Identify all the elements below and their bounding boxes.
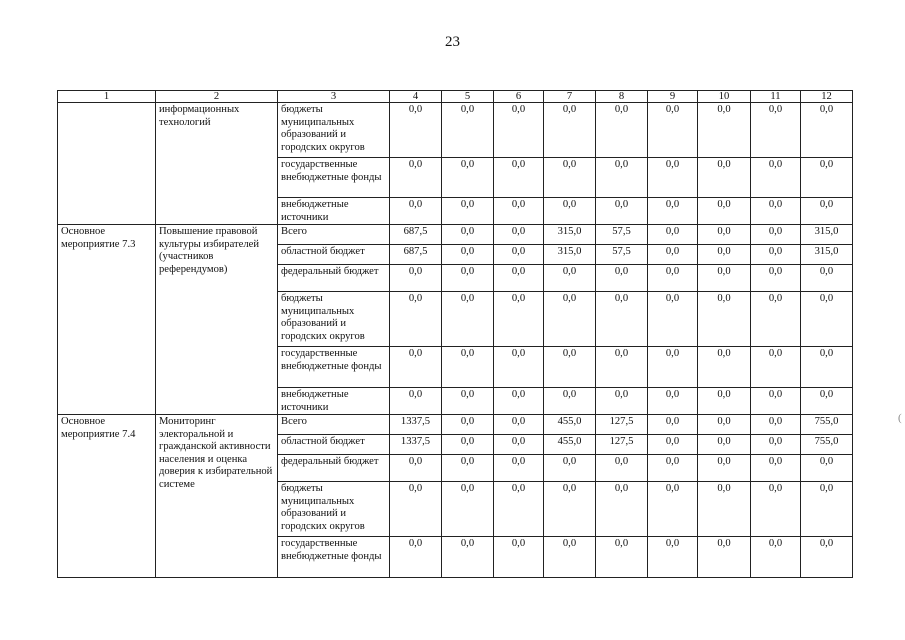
funding-value: 315,0 <box>544 245 596 265</box>
column-number: 3 <box>278 91 390 103</box>
funding-value: 0,0 <box>390 265 442 292</box>
funding-value: 0,0 <box>648 347 698 388</box>
funding-value: 0,0 <box>442 388 494 415</box>
funding-value: 0,0 <box>596 103 648 158</box>
funding-value: 0,0 <box>698 455 751 482</box>
funding-value: 0,0 <box>698 537 751 578</box>
funding-value: 0,0 <box>494 225 544 245</box>
funding-value: 0,0 <box>596 292 648 347</box>
funding-value: 0,0 <box>648 103 698 158</box>
funding-value: 0,0 <box>544 347 596 388</box>
funding-value: 0,0 <box>751 225 801 245</box>
funding-value: 0,0 <box>544 388 596 415</box>
funding-value: 0,0 <box>596 198 648 225</box>
funding-value: 0,0 <box>751 435 801 455</box>
funding-value: 0,0 <box>442 482 494 537</box>
funding-value: 1337,5 <box>390 435 442 455</box>
funding-value: 0,0 <box>544 265 596 292</box>
margin-mark: ( <box>898 412 902 424</box>
funding-value: 0,0 <box>698 482 751 537</box>
funding-value: 0,0 <box>494 103 544 158</box>
funding-value: 315,0 <box>801 225 853 245</box>
funding-value: 0,0 <box>698 415 751 435</box>
funding-value: 0,0 <box>596 388 648 415</box>
funding-value: 687,5 <box>390 245 442 265</box>
funding-value: 0,0 <box>596 537 648 578</box>
funding-value: 0,0 <box>544 455 596 482</box>
activity-name: Мониторинг электоральной и гражданской активности населения и оценка доверия к избирательной системе <box>156 415 278 578</box>
funding-value: 0,0 <box>442 265 494 292</box>
funding-value: 0,0 <box>751 415 801 435</box>
table-row <box>58 225 853 245</box>
funding-value: 0,0 <box>698 292 751 347</box>
funding-value: 0,0 <box>648 482 698 537</box>
funding-source: областной бюджет <box>278 245 390 265</box>
funding-value: 0,0 <box>390 158 442 198</box>
funding-value: 0,0 <box>494 415 544 435</box>
funding-value: 0,0 <box>390 455 442 482</box>
funding-source: государственные внебюджетные фонды <box>278 158 390 198</box>
page-number: 23 <box>445 34 460 50</box>
funding-value: 0,0 <box>544 158 596 198</box>
funding-value: 0,0 <box>442 435 494 455</box>
column-number: 6 <box>494 91 544 103</box>
column-number: 8 <box>596 91 648 103</box>
funding-value: 0,0 <box>494 198 544 225</box>
activity-label: Основное мероприятие 7.3 <box>58 225 156 415</box>
funding-value: 0,0 <box>390 198 442 225</box>
column-number: 4 <box>390 91 442 103</box>
funding-value: 0,0 <box>442 245 494 265</box>
funding-value: 0,0 <box>390 103 442 158</box>
funding-value: 0,0 <box>544 537 596 578</box>
funding-value: 0,0 <box>390 482 442 537</box>
funding-value: 0,0 <box>801 158 853 198</box>
funding-value: 0,0 <box>648 225 698 245</box>
funding-value: 755,0 <box>801 435 853 455</box>
activity-name: информационных технологий <box>156 103 278 225</box>
funding-value: 0,0 <box>494 388 544 415</box>
funding-value: 0,0 <box>648 292 698 347</box>
funding-value: 0,0 <box>390 347 442 388</box>
funding-source: бюджеты муниципальных образований и городских округов <box>278 482 390 537</box>
funding-value: 0,0 <box>801 347 853 388</box>
funding-value: 0,0 <box>544 103 596 158</box>
funding-source: государственные внебюджетные фонды <box>278 537 390 578</box>
funding-value: 0,0 <box>442 415 494 435</box>
funding-value: 455,0 <box>544 435 596 455</box>
funding-value: 0,0 <box>494 455 544 482</box>
funding-value: 0,0 <box>442 347 494 388</box>
funding-value: 0,0 <box>494 245 544 265</box>
funding-value: 0,0 <box>494 265 544 292</box>
funding-value: 0,0 <box>801 455 853 482</box>
funding-source: Всего <box>278 225 390 245</box>
column-number: 10 <box>698 91 751 103</box>
column-number: 12 <box>801 91 853 103</box>
funding-value: 0,0 <box>596 482 648 537</box>
funding-source: внебюджетные источники <box>278 388 390 415</box>
funding-source: областной бюджет <box>278 435 390 455</box>
column-number: 11 <box>751 91 801 103</box>
funding-value: 0,0 <box>442 198 494 225</box>
funding-value: 0,0 <box>648 455 698 482</box>
funding-value: 315,0 <box>801 245 853 265</box>
funding-value: 0,0 <box>698 158 751 198</box>
activity-name: Повышение правовой культуры избирателей (участников референдумов) <box>156 225 278 415</box>
funding-value: 0,0 <box>751 103 801 158</box>
funding-value: 0,0 <box>494 482 544 537</box>
funding-value: 0,0 <box>442 225 494 245</box>
funding-value: 0,0 <box>442 103 494 158</box>
column-number: 7 <box>544 91 596 103</box>
funding-value: 0,0 <box>698 245 751 265</box>
funding-value: 0,0 <box>698 347 751 388</box>
activity-label <box>58 103 156 225</box>
funding-value: 0,0 <box>751 482 801 537</box>
funding-value: 0,0 <box>442 158 494 198</box>
funding-value: 0,0 <box>648 537 698 578</box>
funding-value: 0,0 <box>596 347 648 388</box>
funding-value: 0,0 <box>442 537 494 578</box>
column-number-row <box>58 91 853 103</box>
funding-value: 0,0 <box>648 158 698 198</box>
funding-value: 57,5 <box>596 225 648 245</box>
column-number: 9 <box>648 91 698 103</box>
funding-value: 57,5 <box>596 245 648 265</box>
funding-source: государственные внебюджетные фонды <box>278 347 390 388</box>
funding-value: 0,0 <box>801 103 853 158</box>
funding-value: 127,5 <box>596 435 648 455</box>
funding-value: 0,0 <box>648 265 698 292</box>
funding-value: 455,0 <box>544 415 596 435</box>
funding-value: 0,0 <box>544 482 596 537</box>
funding-table <box>57 90 853 578</box>
funding-value: 0,0 <box>801 265 853 292</box>
funding-value: 0,0 <box>442 292 494 347</box>
funding-value: 0,0 <box>648 415 698 435</box>
funding-value: 0,0 <box>648 388 698 415</box>
funding-value: 0,0 <box>698 103 751 158</box>
funding-value: 0,0 <box>390 388 442 415</box>
funding-source: Всего <box>278 415 390 435</box>
funding-value: 0,0 <box>544 198 596 225</box>
column-number: 5 <box>442 91 494 103</box>
funding-value: 0,0 <box>544 292 596 347</box>
funding-value: 0,0 <box>596 455 648 482</box>
funding-value: 1337,5 <box>390 415 442 435</box>
funding-value: 755,0 <box>801 415 853 435</box>
funding-source: бюджеты муниципальных образований и городских округов <box>278 292 390 347</box>
funding-value: 687,5 <box>390 225 442 245</box>
funding-value: 127,5 <box>596 415 648 435</box>
funding-value: 0,0 <box>390 537 442 578</box>
funding-value: 0,0 <box>698 435 751 455</box>
funding-value: 0,0 <box>698 388 751 415</box>
funding-value: 0,0 <box>751 537 801 578</box>
funding-value: 0,0 <box>751 292 801 347</box>
funding-value: 0,0 <box>648 245 698 265</box>
funding-value: 0,0 <box>494 158 544 198</box>
funding-value: 0,0 <box>751 455 801 482</box>
funding-value: 0,0 <box>801 388 853 415</box>
funding-value: 0,0 <box>801 537 853 578</box>
table-row <box>58 415 853 435</box>
funding-value: 0,0 <box>698 265 751 292</box>
funding-value: 0,0 <box>801 292 853 347</box>
funding-value: 0,0 <box>390 292 442 347</box>
funding-value: 315,0 <box>544 225 596 245</box>
column-number: 2 <box>156 91 278 103</box>
funding-source: федеральный бюджет <box>278 265 390 292</box>
table-row <box>58 103 853 158</box>
funding-value: 0,0 <box>698 198 751 225</box>
funding-value: 0,0 <box>751 158 801 198</box>
funding-value: 0,0 <box>442 455 494 482</box>
funding-value: 0,0 <box>494 347 544 388</box>
funding-value: 0,0 <box>751 388 801 415</box>
funding-value: 0,0 <box>648 198 698 225</box>
funding-source: федеральный бюджет <box>278 455 390 482</box>
funding-value: 0,0 <box>751 347 801 388</box>
funding-value: 0,0 <box>751 198 801 225</box>
funding-value: 0,0 <box>494 537 544 578</box>
funding-value: 0,0 <box>751 245 801 265</box>
funding-value: 0,0 <box>801 482 853 537</box>
funding-value: 0,0 <box>596 265 648 292</box>
funding-value: 0,0 <box>698 225 751 245</box>
funding-source: внебюджетные источники <box>278 198 390 225</box>
funding-value: 0,0 <box>494 435 544 455</box>
funding-value: 0,0 <box>801 198 853 225</box>
activity-label: Основное мероприятие 7.4 <box>58 415 156 578</box>
funding-source: бюджеты муниципальных образований и городских округов <box>278 103 390 158</box>
funding-value: 0,0 <box>751 265 801 292</box>
funding-value: 0,0 <box>494 292 544 347</box>
funding-value: 0,0 <box>648 435 698 455</box>
funding-value: 0,0 <box>596 158 648 198</box>
column-number: 1 <box>58 91 156 103</box>
